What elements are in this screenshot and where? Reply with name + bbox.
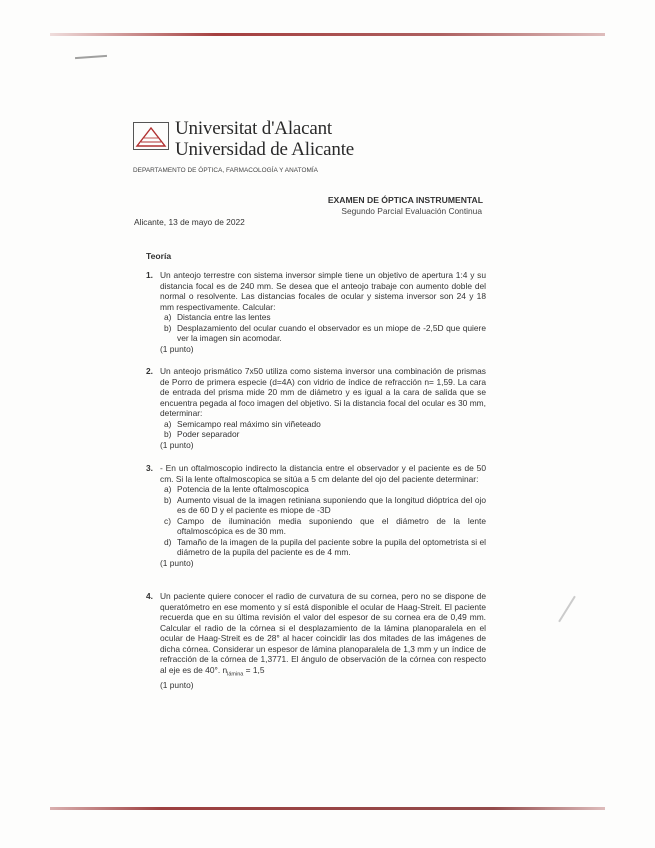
item-label: b)	[164, 322, 172, 333]
question-item	[160, 484, 486, 495]
question-text: Un anteojo terrestre con sistema inversor simple tiene un objetivo de apertura 1:4 y su distancia focal es de 240 mm. Se desea que el anteojo trabaje con aumento doble del normal o resolvente. Las distancias focales de ocular y sistema inversor son 24 y 18 mm respectivamente. Calcular:	[160, 270, 486, 312]
question-number: 3.	[146, 463, 153, 473]
question-text-main: Un paciente quiere conocer el radio de curvatura de su cornea, pero no se dispone de queratómetro en ese momento y sí está disponible el ocular de Haag-Streit. El paciente recuerda que en su última revisión el valor del espesor de su cornea era de 0,49 mm. Calcular el radio de la córnea si el desplazamiento de la lámina planoparalela en el ocular de Haag-Streit es de 28° al hacer coincidir las dos mitades de las imágenes de dicha córnea. Considerar un espesor de lámina planoparalela de 1,3 mm y un índice de refracción de la córnea de 1,3771. El ángulo de observación de la córnea con respecto al eje es de 40°. n	[160, 591, 486, 675]
exam-date: Alicante, 13 de mayo de 2022	[134, 217, 245, 227]
question-points: (1 punto)	[160, 679, 194, 690]
item-label: a)	[164, 312, 172, 322]
question-number: 4.	[146, 591, 153, 601]
question-item	[160, 537, 486, 558]
section-title: Teoría	[146, 251, 172, 261]
question-number: 1.	[146, 270, 153, 280]
question-points: (1 punto)	[160, 557, 194, 568]
university-logo-icon	[133, 122, 169, 150]
item-label: a)	[164, 418, 172, 429]
page-edge-top	[50, 33, 605, 36]
question-2	[146, 366, 486, 450]
item-text: Poder separador	[177, 429, 240, 439]
item-text: Aumento visual de la imagen retiniana suponiendo que la longitud dióptrica del ojo es de 60 D y el paciente es miope de -3D	[177, 494, 486, 515]
question-text-tail: = 1,5	[243, 664, 265, 675]
item-label: a)	[164, 484, 172, 494]
page-edge-bottom	[50, 807, 605, 810]
exam-title: EXAMEN DE ÓPTICA INSTRUMENTAL	[327, 195, 483, 205]
question-item	[160, 312, 486, 323]
question-text	[160, 591, 486, 680]
question-text: Un anteojo prismático 7x50 utiliza como sistema inversor una combinación de prismas de Porro de primera especie (d=4A) con vidrio de índice de refracción n= 1,59. La cara de entrada del prisma mide 20 mm de diámetro y es igual a la cara de salida que se encuentra pegada al foco imagen del objetivo. Si la distancia focal del ocular es 30 mm, determinar:	[160, 366, 486, 418]
exam-subtitle: Segundo Parcial Evaluación Continua	[341, 206, 482, 216]
question-text: - En un oftalmoscopio indirecto la distancia entre el observador y el paciente es de 50 cm. Si la lente oftalmoscopica se sitúa a 5 cm delante del ojo del paciente determinar:	[160, 463, 486, 484]
pen-mark	[558, 596, 576, 623]
question-item	[160, 516, 486, 537]
question-item	[160, 495, 486, 516]
item-text: Distancia entre las lentes	[177, 312, 271, 322]
scan-mark	[75, 55, 107, 59]
item-text: Desplazamiento del ocular cuando el observador es un miope de -2,5D que quiere ver la imagen sin acomodar.	[177, 322, 486, 343]
university-name-valencian: Universitat d'Alacant	[175, 118, 332, 139]
item-text: Tamaño de la imagen de la pupila del paciente sobre la pupila del optometrista si el diámetro de la pupila del paciente es de 4 mm.	[177, 536, 486, 557]
university-name-spanish: Universidad de Alicante	[175, 139, 355, 160]
question-item	[160, 429, 486, 440]
question-number: 2.	[146, 366, 153, 376]
item-label: b)	[164, 429, 172, 439]
question-item	[160, 419, 486, 430]
subscript-lamina: lámina	[227, 671, 244, 678]
item-text: Potencia de la lente oftalmoscopica	[177, 484, 309, 494]
department-name: DEPARTAMENTO DE ÓPTICA, FARMACOLOGÍA Y ANATOMÍA	[133, 167, 318, 174]
question-item	[160, 323, 486, 344]
question-points: (1 punto)	[160, 439, 194, 450]
question-1	[146, 270, 486, 354]
question-4	[146, 591, 486, 690]
question-points: (1 punto)	[160, 343, 194, 354]
item-label: b)	[164, 494, 172, 505]
item-text: Campo de iluminación media suponiendo que el diámetro de la lente oftalmoscópica es de 30 mm.	[177, 515, 486, 536]
item-label: c)	[164, 515, 171, 526]
item-text: Semicampo real máximo sin viñeteado	[177, 418, 321, 429]
item-label: d)	[164, 536, 172, 547]
question-3	[146, 463, 486, 568]
